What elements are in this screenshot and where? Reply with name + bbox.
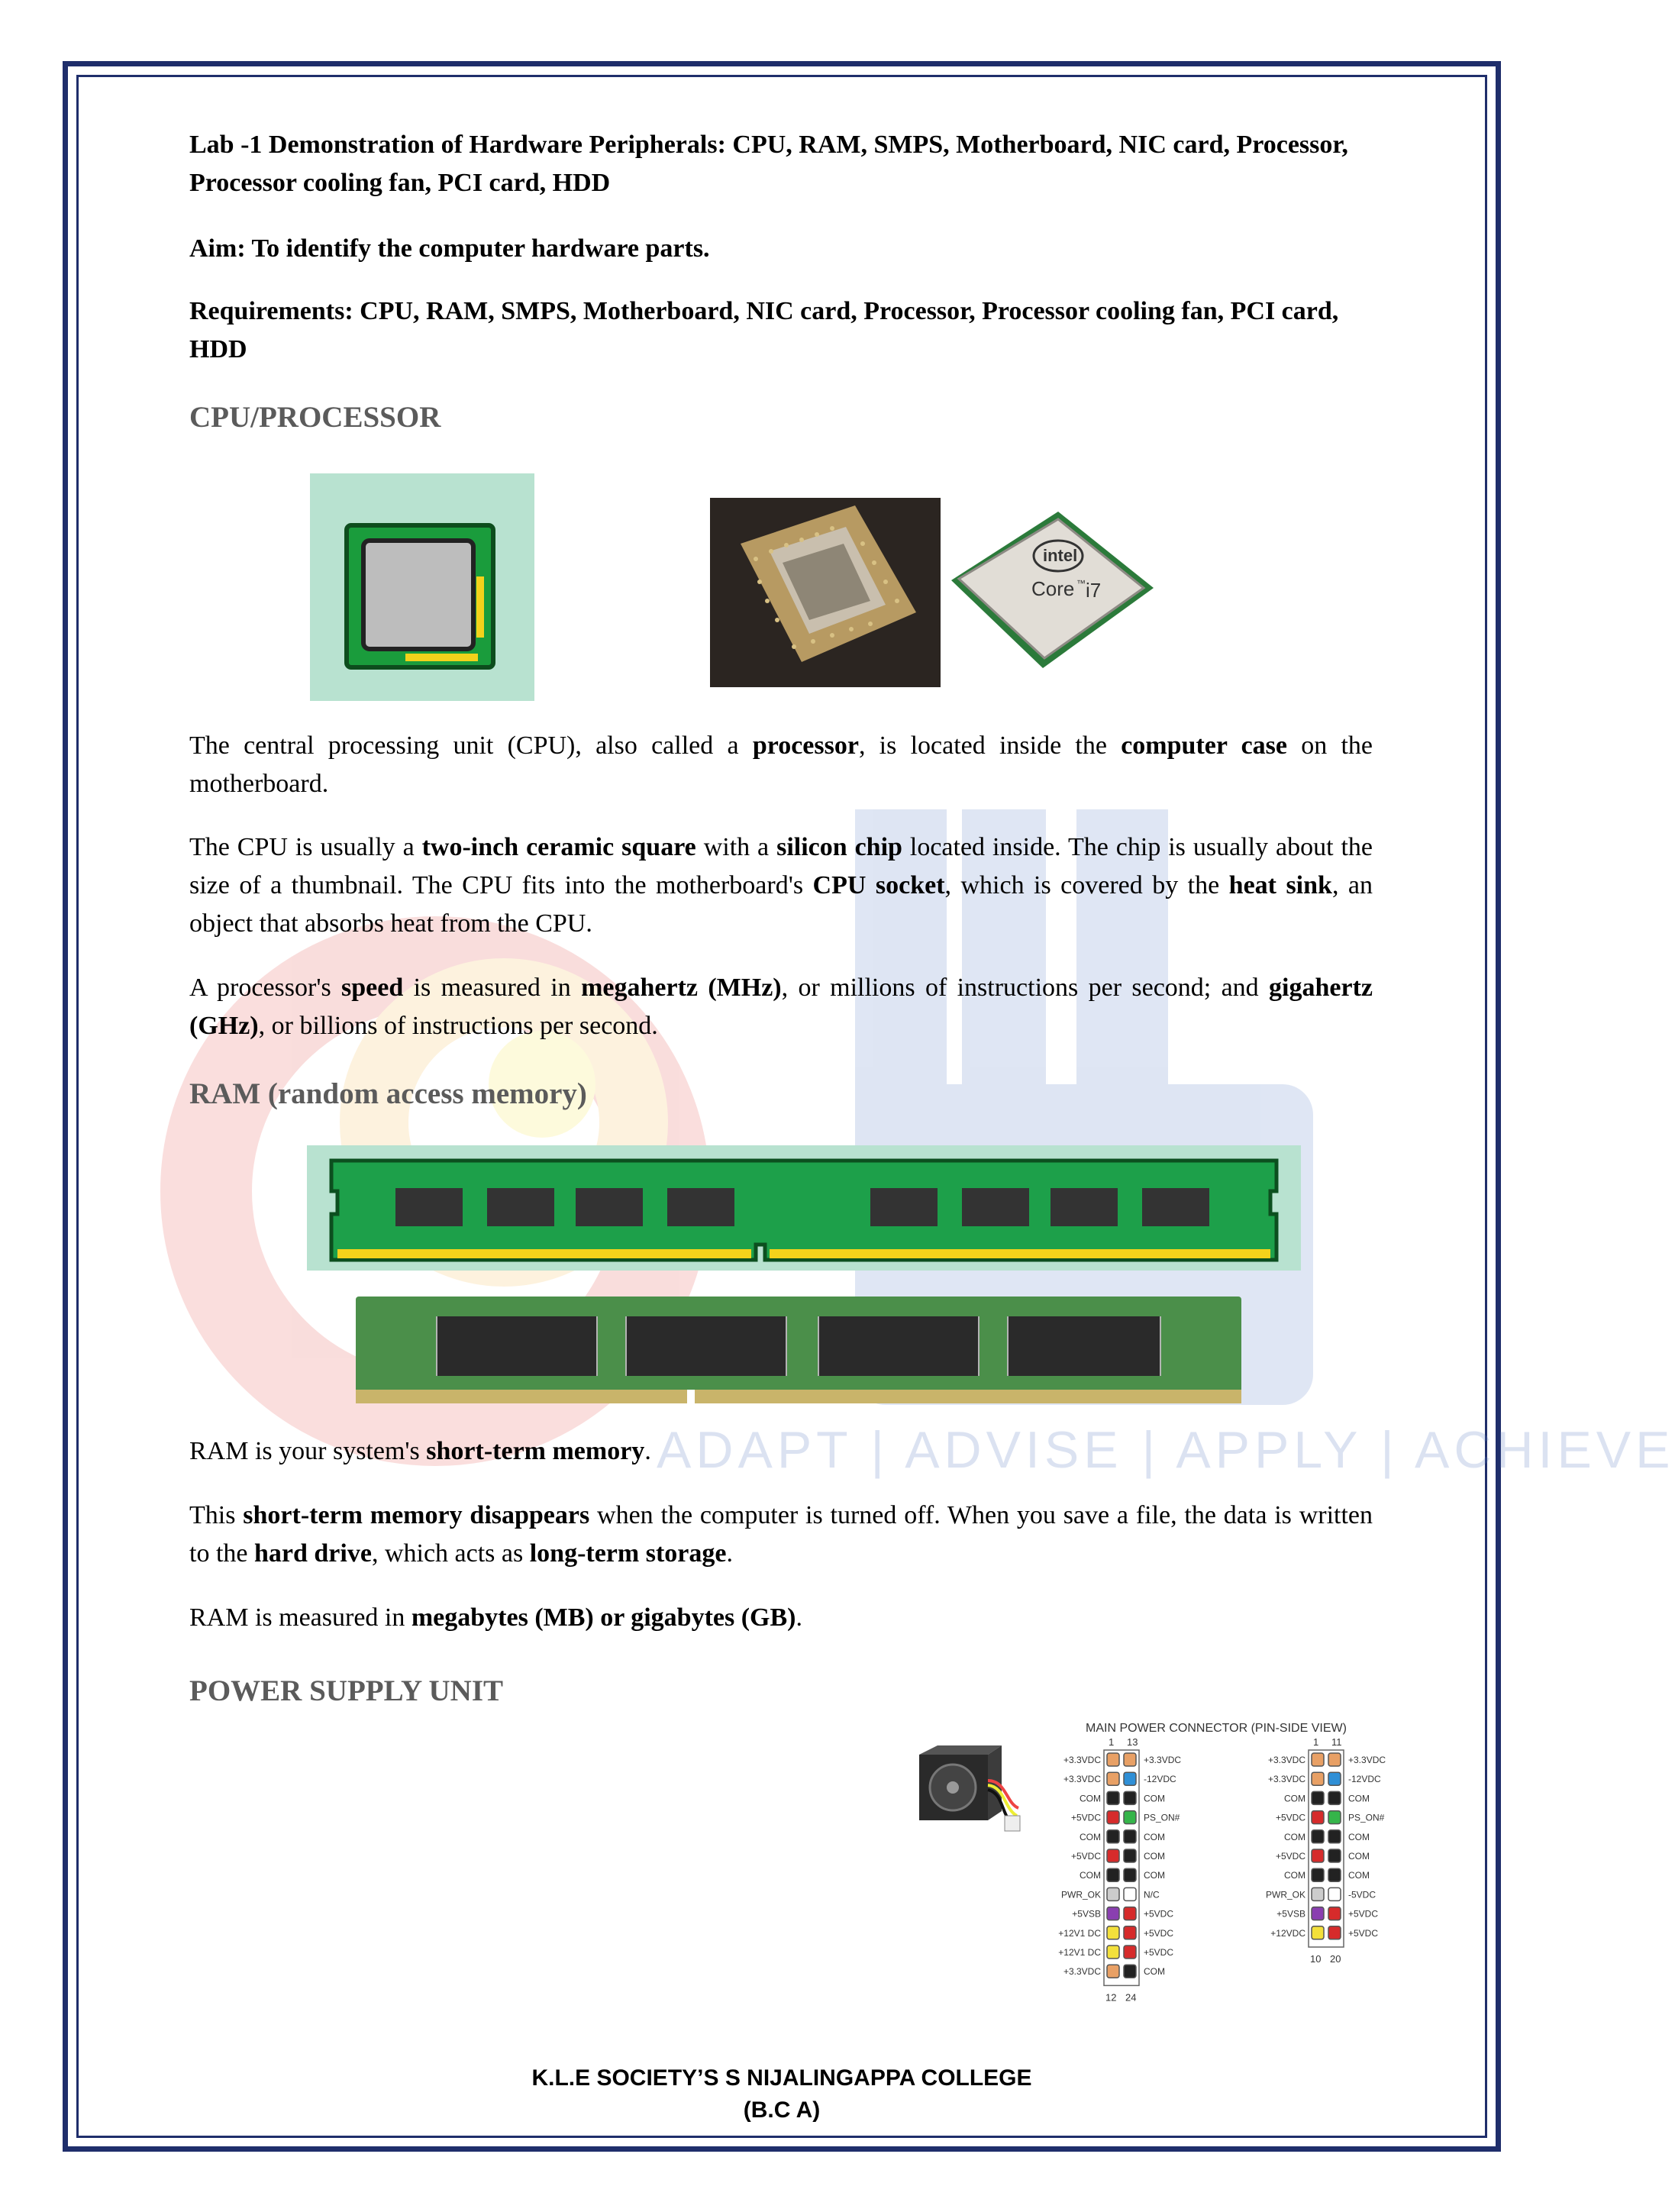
pin24-pin-label: COM (1080, 1793, 1101, 1804)
pin24-pin (1107, 1791, 1119, 1804)
cpu-paragraph-1: The central processing unit (CPU), also called a processor, is located inside the computer case on the motherboard. (189, 731, 1373, 798)
pin20-pin-label: +5VDC (1275, 1812, 1305, 1823)
pin20-pin-label: COM (1348, 1851, 1370, 1862)
pin24-pin-label: -12VDC (1144, 1774, 1176, 1785)
pin24-pin-label: COM (1080, 1831, 1101, 1842)
pin20-pin (1328, 1887, 1341, 1900)
header-block (189, 126, 1373, 369)
pin24-pin (1107, 1849, 1119, 1862)
cpu-paragraph-2: The CPU is usually a two-inch ceramic square with a silicon chip located inside. The chip is usually about the size of a thumbnail. The CPU fits into the motherboard's CPU socket, which is covered by the heat sink, an object that absorbs heat from the CPU. (189, 833, 1373, 938)
pin20-pin-label: COM (1284, 1831, 1305, 1842)
pin24-pin-label: +5VSB (1072, 1908, 1101, 1920)
aim-line: Aim: To identify the computer hardware parts. (189, 234, 710, 263)
pin20-pin (1312, 1753, 1324, 1766)
pin24-pin (1124, 1830, 1136, 1843)
pin24-pin-label: +5VDC (1144, 1947, 1174, 1958)
footer-course: (B.C A) (743, 2097, 821, 2123)
intel-brand-text: intel (1043, 546, 1078, 565)
pin20-pin-label: +12VDC (1270, 1927, 1305, 1939)
pin24-pin-number: 24 (1125, 1991, 1137, 2004)
pin24-pin-label: N/C (1144, 1889, 1160, 1900)
pin24-pin-label: +5VDC (1144, 1908, 1174, 1920)
lab-title: Lab -1 Demonstration of Hardware Peripherals: CPU, RAM, SMPS, Motherboard, NIC card, Processor, Processor cooling fan, PCI card, HDD (189, 131, 1348, 197)
pin20-pin (1312, 1887, 1324, 1900)
pin24-pin (1107, 1753, 1119, 1766)
requirements-line: Requirements: CPU, RAM, SMPS, Motherboard, NIC card, Processor, Processor cooling fan, PCI card, HDD (189, 297, 1339, 363)
pin24-pin-label: +5VDC (1070, 1812, 1101, 1823)
pin20-pin-label: +5VSB (1276, 1908, 1305, 1920)
pin24-pin-number: 1 (1109, 1736, 1115, 1748)
pin24-pin-label: PS_ON# (1144, 1812, 1180, 1823)
pin24-pin-label: COM (1144, 1870, 1165, 1881)
pin20-pin (1328, 1772, 1341, 1785)
pin24-pin-number: 13 (1127, 1736, 1138, 1748)
pin24-pin (1124, 1811, 1136, 1824)
pin24-pin-label: +3.3VDC (1063, 1774, 1101, 1785)
pin24-pin-label: +3.3VDC (1063, 1755, 1101, 1765)
pin24-pin-label: COM (1080, 1870, 1101, 1881)
pin24-pin (1107, 1830, 1119, 1843)
pin20-pin-label: +3.3VDC (1267, 1774, 1305, 1785)
pin20-pin-number: 10 (1310, 1953, 1322, 1965)
pin20-pin-label: PWR_OK (1265, 1889, 1305, 1900)
pin24-pin-label: +12V1 DC (1058, 1947, 1101, 1958)
pin24-pin (1107, 1946, 1119, 1959)
pin24-pin (1124, 1907, 1136, 1920)
pin20-pin (1328, 1830, 1341, 1843)
pin20-pin (1312, 1772, 1324, 1785)
ram-paragraph-1: RAM is your system's short-term memory. (189, 1437, 651, 1465)
connector-title: MAIN POWER CONNECTOR (PIN-SIDE VIEW) (1086, 1722, 1347, 1735)
pin24-pin (1124, 1868, 1136, 1881)
pin20-pin (1328, 1753, 1341, 1766)
pin24-pin-label: +5VDC (1070, 1851, 1101, 1862)
psu-heading: POWER SUPPLY UNIT (189, 1674, 504, 1707)
pin20-pin-label: +3.3VDC (1267, 1755, 1305, 1765)
pin24-pin-label: +3.3VDC (1144, 1755, 1182, 1765)
i7-text: i7 (1086, 579, 1102, 602)
pin24-pin-number: 12 (1105, 1991, 1117, 2004)
pin20-pin (1312, 1868, 1324, 1881)
cpu-chip-illustration (310, 473, 534, 701)
pin20-pin (1328, 1926, 1341, 1939)
pin20-pin-label: COM (1348, 1793, 1370, 1804)
pin24-pin-label: COM (1144, 1851, 1165, 1862)
watermark-tagline: ADAPT | ADVISE | APPLY | ACHIEVE (657, 1421, 1675, 1479)
pin20-pin-label: +5VDC (1275, 1851, 1305, 1862)
pin20-pin-number: 20 (1330, 1953, 1341, 1965)
pin20-pin (1312, 1907, 1324, 1920)
pin24-pin (1124, 1946, 1136, 1959)
psu-photo (915, 1742, 1021, 1842)
connector-24pin (1058, 1736, 1181, 2003)
pin24-pin (1124, 1849, 1136, 1862)
pin24-pin (1107, 1907, 1119, 1920)
pin24-pin (1124, 1965, 1136, 1978)
pin24-pin (1107, 1868, 1119, 1881)
pin20-pin-label: +5VDC (1348, 1927, 1379, 1939)
pin20-pin-label: -12VDC (1348, 1774, 1381, 1785)
pin20-pin-label: +5VDC (1348, 1908, 1379, 1920)
ram-module-illustration (307, 1145, 1301, 1271)
main-power-connector-diagram (1058, 1718, 1449, 2023)
pin20-pin (1328, 1868, 1341, 1881)
ram-paragraph-2: This short-term memory disappears when the computer is turned off. When you save a file, the data is written to the hard drive, which acts as long-term storage. (189, 1501, 1373, 1568)
pin20-pin-label: COM (1348, 1831, 1370, 1842)
pin24-pin (1107, 1772, 1119, 1785)
pin24-pin-label: +12V1 DC (1058, 1927, 1101, 1939)
core-model-text: Core (1031, 577, 1075, 600)
pin20-pin (1312, 1849, 1324, 1862)
pin20-pin (1312, 1830, 1324, 1843)
pin20-pin (1312, 1811, 1324, 1824)
pin24-pin-label: +5VDC (1144, 1927, 1174, 1939)
pin24-pin-label: COM (1144, 1793, 1165, 1804)
pin24-pin-label: COM (1144, 1966, 1165, 1978)
pin20-pin (1328, 1849, 1341, 1862)
pin24-pin (1124, 1753, 1136, 1766)
pin24-pin (1124, 1791, 1136, 1804)
trademark-symbol: ™ (1076, 578, 1086, 589)
pin24-pin-label: COM (1144, 1831, 1165, 1842)
pin20-pin (1328, 1791, 1341, 1804)
cpu-paragraph-3: A processor's speed is measured in megahertz (MHz), or millions of instructions per second; and gigahertz (GHz), or billions of instructions per second. (189, 974, 1373, 1040)
ram-stick-photo (351, 1293, 1246, 1411)
cpu-heading: CPU/PROCESSOR (189, 401, 441, 434)
ram-paragraph-3: RAM is measured in megabytes (MB) or gigabytes (GB). (189, 1603, 802, 1632)
pin20-pin (1312, 1791, 1324, 1804)
cpu-text-block (189, 727, 1373, 1045)
pin20-pin (1328, 1811, 1341, 1824)
ram-heading: RAM (random access memory) (189, 1077, 587, 1110)
pin20-pin (1328, 1907, 1341, 1920)
pin24-pin-label: PWR_OK (1060, 1889, 1101, 1900)
pin20-pin-label: COM (1348, 1870, 1370, 1881)
pin20-pin-label: PS_ON# (1348, 1812, 1385, 1823)
pin20-pin-label: +3.3VDC (1348, 1755, 1386, 1765)
pin24-pin (1107, 1965, 1119, 1978)
intel-core-i7-photo (944, 489, 1159, 689)
pin24-pin-label: +3.3VDC (1063, 1966, 1101, 1978)
pin24-pin (1124, 1772, 1136, 1785)
pin24-pin (1107, 1926, 1119, 1939)
connector-20pin (1266, 1736, 1386, 1965)
pin24-pin (1124, 1887, 1136, 1900)
pin20-pin-number: 1 (1313, 1736, 1319, 1748)
footer-college-name: K.L.E SOCIETY’S S NIJALINGAPPA COLLEGE (531, 2065, 1032, 2091)
pin20-pin (1312, 1926, 1324, 1939)
cpu-pins-photo (710, 498, 941, 687)
pin24-pin (1107, 1887, 1119, 1900)
pin20-pin-number: 11 (1331, 1736, 1342, 1748)
pin24-pin (1107, 1811, 1119, 1824)
pin20-pin-label: COM (1284, 1793, 1305, 1804)
pin24-pin (1124, 1926, 1136, 1939)
pin20-pin-label: -5VDC (1348, 1889, 1376, 1900)
ram-text-block (189, 1432, 1373, 1637)
pin20-pin-label: COM (1284, 1870, 1305, 1881)
